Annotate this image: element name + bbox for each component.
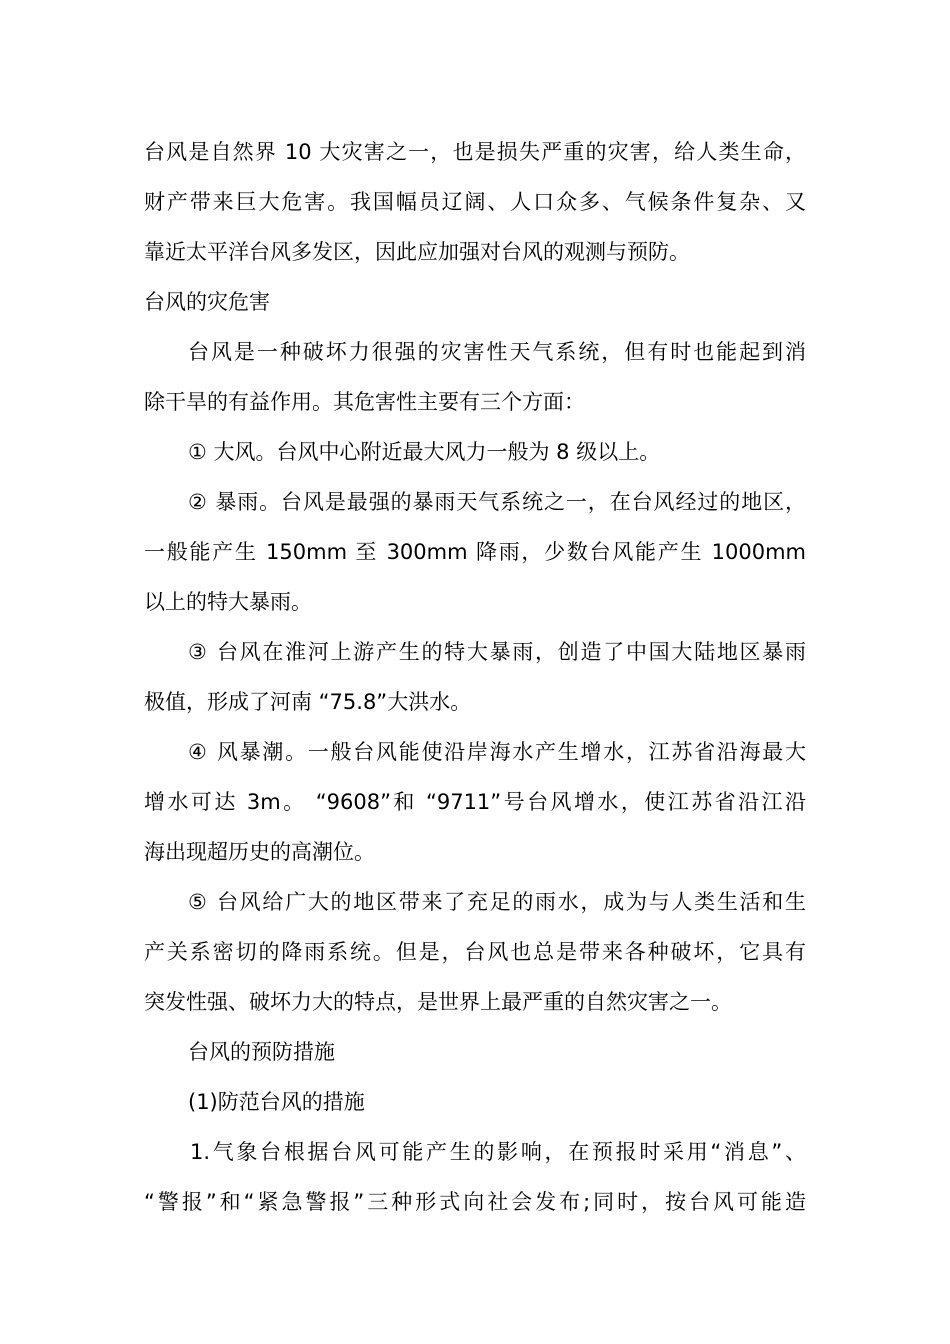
section-heading: 台风的灾危害 <box>144 290 270 314</box>
document-body <box>144 127 806 1227</box>
list-item-line: ① 大风。台风中心附近最大风力一般为 8 级以上。 <box>188 440 661 464</box>
list-item-line: 突发性强、破坏力大的特点，是世界上最严重的自然灾害之一。 <box>144 990 732 1014</box>
list-item-line: ⑤ 台风给广大的地区带来了充足的雨水，成为与人类生活和生 <box>188 890 806 914</box>
list-item-line: ④ 风暴潮。一般台风能使沿岸海水产生增水，江苏省沿海最大 <box>188 740 806 764</box>
subsection-heading: (1)防范台风的措施 <box>188 1090 365 1114</box>
section-heading: 台风的预防措施 <box>188 1040 335 1064</box>
list-item-line: 产关系密切的降雨系统。但是，台风也总是带来各种破坏，它具有 <box>144 940 806 964</box>
list-item-line: 增水可达 3m。 “9608”和 “9711”号台风增水，使江苏省沿江沿 <box>144 790 806 814</box>
list-item-line: ② 暴雨。台风是最强的暴雨天气系统之一，在台风经过的地区， <box>188 490 806 514</box>
list-item-line: 一般能产生 150mm 至 300mm 降雨，少数台风能产生 1000mm <box>144 540 806 564</box>
paragraph-line: 财产带来巨大危害。我国幅员辽阔、人口众多、气候条件复杂、又 <box>144 190 806 214</box>
paragraph-line: 1.气象台根据台风可能产生的影响，在预报时采用“消息”、 <box>190 1140 806 1164</box>
paragraph-line: “警报”和“紧急警报”三种形式向社会发布;同时，按台风可能造 <box>144 1190 806 1214</box>
list-item-line: 海出现超历史的高潮位。 <box>144 840 375 864</box>
list-item-line: 极值，形成了河南 “75.8”大洪水。 <box>144 690 472 714</box>
paragraph-line: 台风是一种破坏力很强的灾害性天气系统，但有时也能起到消 <box>188 340 806 364</box>
paragraph-line: 台风是自然界 10 大灾害之一，也是损失严重的灾害，给人类生命， <box>144 140 806 164</box>
paragraph-line: 除干旱的有益作用。其危害性主要有三个方面： <box>144 390 585 414</box>
list-item-line: 以上的特大暴雨。 <box>144 590 312 614</box>
paragraph-line: 靠近太平洋台风多发区，因此应加强对台风的观测与预防。 <box>144 240 690 264</box>
list-item-line: ③ 台风在淮河上游产生的特大暴雨，创造了中国大陆地区暴雨 <box>188 640 806 664</box>
